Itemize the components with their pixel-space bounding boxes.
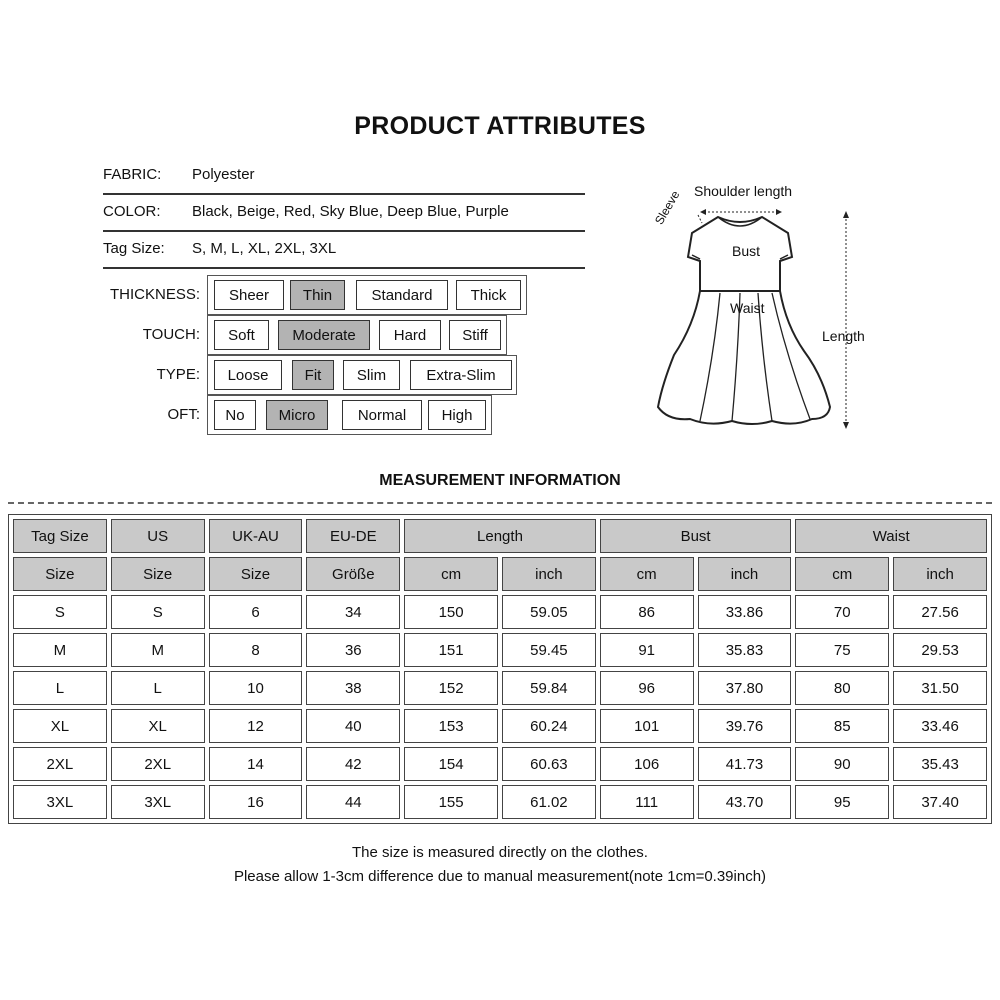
oft-options (207, 395, 492, 435)
table-cell: 43.70 (698, 785, 792, 819)
header-cell: inch (502, 557, 596, 591)
header-cell: Bust (600, 519, 792, 553)
option-sheer: Sheer (214, 280, 284, 310)
header-cell: cm (795, 557, 889, 591)
table-row (13, 633, 987, 667)
header-cell: inch (698, 557, 792, 591)
table-cell: S (13, 595, 107, 629)
table-row (13, 671, 987, 705)
length-label: Length (822, 328, 865, 344)
option-fit: Fit (292, 360, 334, 390)
table-cell: 35.43 (893, 747, 987, 781)
header-cell: Size (209, 557, 303, 591)
table-cell: 2XL (111, 747, 205, 781)
table-cell: 96 (600, 671, 694, 705)
option-soft: Soft (214, 320, 269, 350)
header-row-2 (13, 557, 987, 591)
table-row (13, 747, 987, 781)
option-high: High (428, 400, 486, 430)
table-cell: 85 (795, 709, 889, 743)
table-row (13, 709, 987, 743)
table-cell: M (111, 633, 205, 667)
table-cell: 91 (600, 633, 694, 667)
table-cell: 6 (209, 595, 303, 629)
color-label: COLOR: (103, 203, 161, 220)
table-cell: XL (13, 709, 107, 743)
header-cell: Tag Size (13, 519, 107, 553)
table-cell: 151 (404, 633, 498, 667)
size-table (8, 514, 992, 824)
header-cell: UK-AU (209, 519, 303, 553)
header-cell: Size (111, 557, 205, 591)
fabric-label: FABRIC: (103, 166, 162, 183)
table-cell: 35.83 (698, 633, 792, 667)
table-cell: 86 (600, 595, 694, 629)
table-cell: 31.50 (893, 671, 987, 705)
table-cell: 8 (209, 633, 303, 667)
touch-label: TOUCH: (142, 326, 200, 343)
color-value: Black, Beige, Red, Sky Blue, Deep Blue, Purple (192, 203, 509, 220)
option-extra-slim: Extra-Slim (410, 360, 512, 390)
page-title: PRODUCT ATTRIBUTES (354, 112, 646, 140)
option-hard: Hard (379, 320, 441, 350)
option-slim: Slim (343, 360, 400, 390)
table-cell: 2XL (13, 747, 107, 781)
divider (103, 193, 585, 195)
divider (103, 267, 585, 269)
table-cell: 12 (209, 709, 303, 743)
note-line-2: Please allow 1-3cm difference due to manual measurement(note 1cm=0.39inch) (233, 868, 767, 885)
type-label: TYPE: (156, 366, 200, 383)
table-cell: 80 (795, 671, 889, 705)
option-no: No (214, 400, 256, 430)
table-cell: 153 (404, 709, 498, 743)
header-cell: cm (600, 557, 694, 591)
option-normal: Normal (342, 400, 422, 430)
thickness-options (207, 275, 527, 315)
table-cell: 90 (795, 747, 889, 781)
table-row (13, 595, 987, 629)
table-cell: 38 (306, 671, 400, 705)
option-thin: Thin (290, 280, 345, 310)
table-cell: 40 (306, 709, 400, 743)
table-row (13, 785, 987, 819)
header-cell: EU-DE (306, 519, 400, 553)
table-cell: 37.80 (698, 671, 792, 705)
table-cell: 34 (306, 595, 400, 629)
table-cell: 70 (795, 595, 889, 629)
shoulder-length-label: Shoulder length (694, 183, 793, 199)
table-cell: XL (111, 709, 205, 743)
table-cell: 155 (404, 785, 498, 819)
table-cell: 33.86 (698, 595, 792, 629)
table-cell: 3XL (13, 785, 107, 819)
option-loose: Loose (214, 360, 282, 390)
table-cell: 95 (795, 785, 889, 819)
bust-label: Bust (732, 243, 761, 259)
table-cell: S (111, 595, 205, 629)
measurement-title: MEASUREMENT INFORMATION (379, 472, 621, 489)
table-cell: 29.53 (893, 633, 987, 667)
table-cell: 60.63 (502, 747, 596, 781)
header-cell: cm (404, 557, 498, 591)
table-cell: 61.02 (502, 785, 596, 819)
table-cell: 59.45 (502, 633, 596, 667)
table-cell: 111 (600, 785, 694, 819)
table-cell: 42 (306, 747, 400, 781)
table-cell: 3XL (111, 785, 205, 819)
table-cell: 106 (600, 747, 694, 781)
header-row-1 (13, 519, 987, 553)
table-cell: 36 (306, 633, 400, 667)
table-cell: 152 (404, 671, 498, 705)
dress-diagram (640, 175, 900, 440)
header-cell: Length (404, 519, 596, 553)
touch-options (207, 315, 507, 355)
table-cell: 101 (600, 709, 694, 743)
table-cell: 59.84 (502, 671, 596, 705)
table-cell: 41.73 (698, 747, 792, 781)
waist-label: Waist (730, 300, 765, 316)
table-cell: 16 (209, 785, 303, 819)
divider (103, 230, 585, 232)
header-cell: US (111, 519, 205, 553)
option-standard: Standard (356, 280, 448, 310)
table-cell: 150 (404, 595, 498, 629)
table-cell: 33.46 (893, 709, 987, 743)
dashed-divider (8, 502, 992, 504)
note-line-1: The size is measured directly on the clothes. (352, 844, 648, 861)
table-cell: 154 (404, 747, 498, 781)
table-cell: 37.40 (893, 785, 987, 819)
header-cell: Size (13, 557, 107, 591)
option-moderate: Moderate (278, 320, 370, 350)
table-cell: M (13, 633, 107, 667)
table-cell: 44 (306, 785, 400, 819)
fabric-value: Polyester (192, 166, 255, 183)
table-cell: 10 (209, 671, 303, 705)
header-cell: Waist (795, 519, 987, 553)
oft-label: OFT: (167, 406, 200, 423)
table-cell: 60.24 (502, 709, 596, 743)
option-thick: Thick (456, 280, 521, 310)
table-cell: L (111, 671, 205, 705)
sleeve-label: Sleeve (652, 188, 683, 227)
tag-size-label: Tag Size: (103, 240, 165, 257)
type-options (207, 355, 517, 395)
option-stiff: Stiff (449, 320, 501, 350)
thickness-label: THICKNESS: (109, 286, 200, 303)
table-cell: L (13, 671, 107, 705)
table-cell: 75 (795, 633, 889, 667)
table-cell: 39.76 (698, 709, 792, 743)
header-cell: inch (893, 557, 987, 591)
table-cell: 14 (209, 747, 303, 781)
table-cell: 59.05 (502, 595, 596, 629)
option-micro: Micro (266, 400, 328, 430)
table-cell: 27.56 (893, 595, 987, 629)
tag-size-value: S, M, L, XL, 2XL, 3XL (192, 240, 337, 257)
header-cell: Größe (306, 557, 400, 591)
